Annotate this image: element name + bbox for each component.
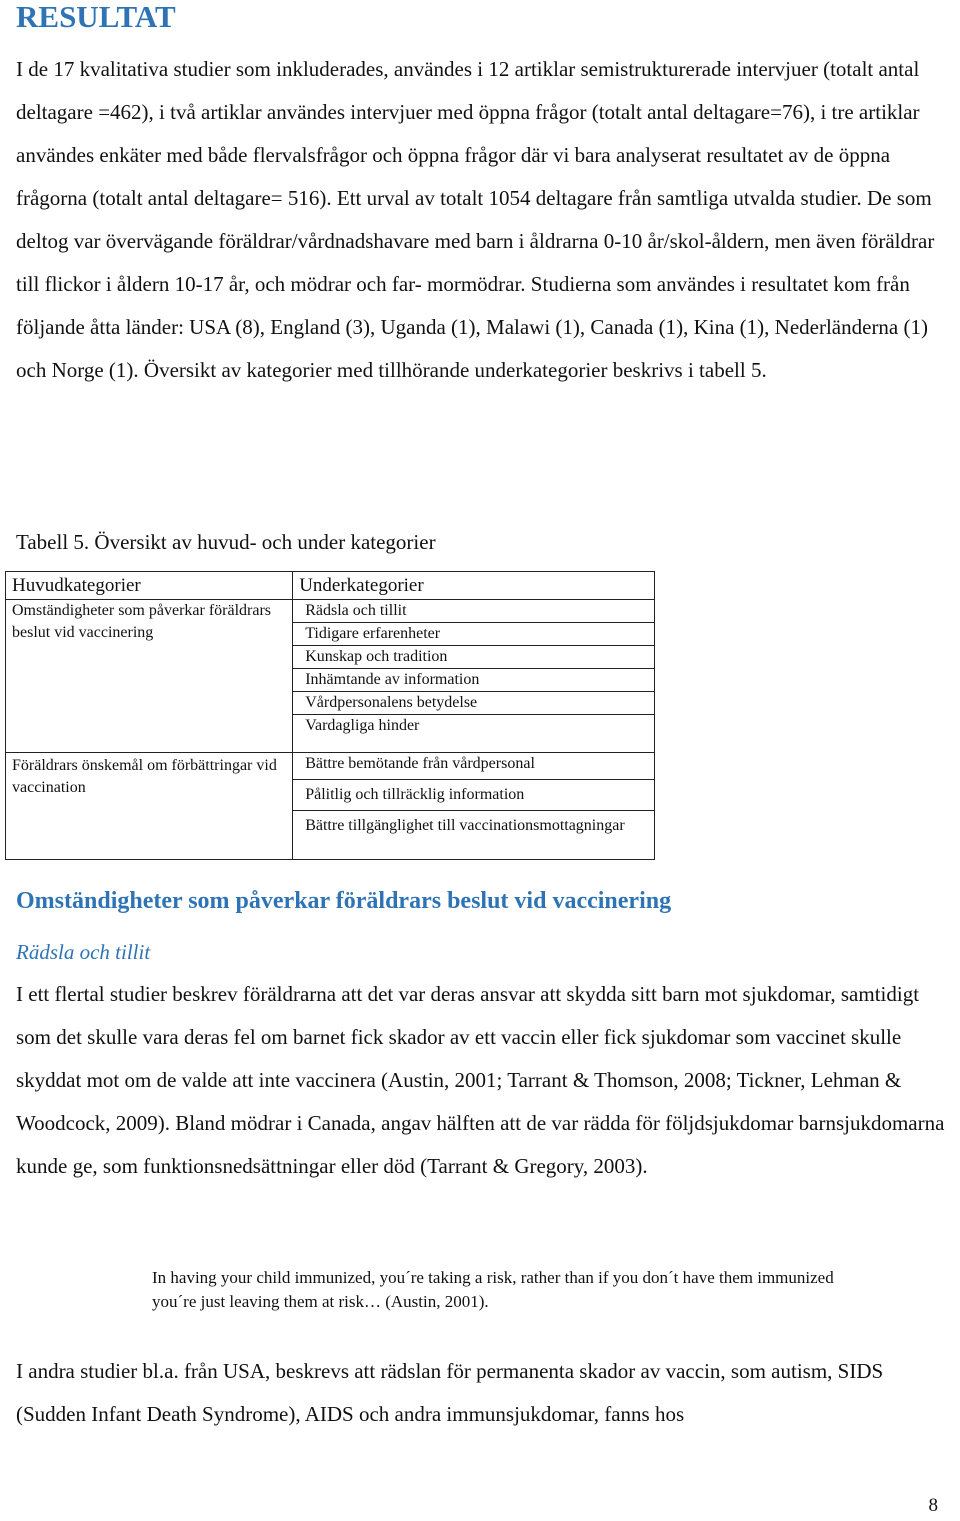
table-row xyxy=(6,753,655,780)
fear-trust-paragraph: I ett flertal studier beskrev föräldrarna att det var deras ansvar att skydda sitt barn mot sjukdomar, samtidigt som det skulle vara deras fel om barnet fick skador av ett vaccin eller fick sjukdomar som vaccinet skulle skyddat mot om de valde att inte vaccinera (Austin, 2001; Tarrant & Thomson, 2008; Tickner, Lehman & Woodcock, 2009). Bland mödrar i Canada, angav hälften att de var rädda för följdsjukdomar barnsjukdomarna kunde ge, som funktionsnedsättningar eller död (Tarrant & Gregory, 2003). xyxy=(16,982,945,1178)
sub-category-list-1 xyxy=(293,600,655,753)
section-heading: Omständigheter som påverkar föräldrars beslut vid vaccinering xyxy=(16,888,672,914)
category-table xyxy=(5,571,655,860)
main-category-1: Omständigheter som påverkar föräldrars beslut vid vaccinering xyxy=(6,600,293,753)
subsection-heading: Rädsla och tillit xyxy=(16,940,151,964)
continuation-paragraph: I andra studier bl.a. från USA, beskrevs att rädslan för permanenta skador av vaccin, som autism, SIDS (Sudden Infant Death Syndrome), AIDS och andra immunsjukdomar, fanns hos xyxy=(16,1359,884,1426)
page-heading: RESULTAT xyxy=(16,0,176,34)
main-category-2: Föräldrars önskemål om förbättringar vid vaccination xyxy=(6,753,293,860)
sub-category: Rädsla och tillit xyxy=(293,600,654,623)
sub-category: Bättre tillgänglighet till vaccinationsmottagningar xyxy=(293,811,655,860)
sub-category: Pålitlig och tillräcklig information xyxy=(293,780,655,811)
sub-category: Inhämtande av information xyxy=(293,669,654,692)
sub-category: Vardagliga hinder xyxy=(305,717,420,734)
header-main-categories: Huvudkategorier xyxy=(6,572,293,600)
sub-category: Tidigare erfarenheter xyxy=(293,623,654,646)
sub-category: Bättre bemötande från vårdpersonal xyxy=(293,753,655,780)
block-quote: In having your child immunized, you´re taking a risk, rather than if you don´t have them immunized you´re just leaving them at risk… (Austin, 2001). xyxy=(152,1268,834,1311)
sub-category: Vårdpersonalens betydelse xyxy=(293,692,654,715)
table-header-row xyxy=(6,572,655,600)
table-caption: Tabell 5. Översikt av huvud- och under kategorier xyxy=(16,530,436,554)
header-sub-categories: Underkategorier xyxy=(293,572,655,600)
page-number: 8 xyxy=(928,1495,938,1516)
sub-category: Kunskap och tradition xyxy=(293,646,654,669)
table-row xyxy=(6,600,655,753)
intro-paragraph: I de 17 kvalitativa studier som inkluderades, användes i 12 artiklar semistrukturerade intervjuer (totalt antal deltagare =462), i två artiklar användes intervjuer med öppna frågor (totalt antal deltagare=76), i tre artiklar användes enkäter med både flervalsfrågor och öppna frågor där vi bara analyserat resultatet av de öppna frågorna (totalt antal deltagare= 516). Ett urval av totalt 1054 deltagare från samtliga utvalda studier. De som deltog var övervägande föräldrar/vårdnadshavare med barn i åldrarna 0-10 år/skol-åldern, men även föräldrar till flickor i åldern 10-17 år, och mödrar och far- mormödrar. Studierna som användes i resultatet kom från följande åtta länder: USA (8), England (3), Uganda (1), Malawi (1), Canada (1), Kina (1), Nederländerna (1) och Norge (1). Översikt av kategorier med tillhörande underkategorier beskrivs i tabell 5. xyxy=(16,57,935,382)
